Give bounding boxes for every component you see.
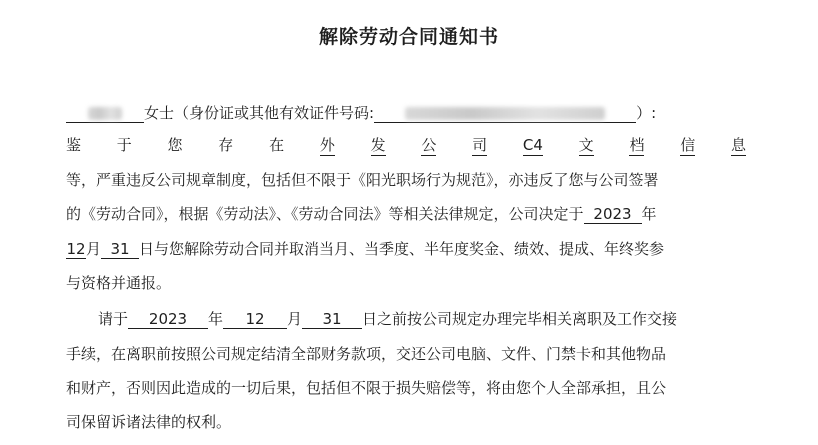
- p1-line4-text: 日与您解除劳动合同并取消当月、当季度、半年度奖金、绩效、提成、年终奖参: [139, 240, 665, 258]
- redacted-name: [88, 107, 122, 120]
- honorific-text: 女士（身份证或其他有效证件号码:: [144, 104, 375, 122]
- p1-line1-char: 您: [167, 136, 183, 154]
- p1-line1-char: 公: [421, 136, 437, 154]
- month-label: 月: [86, 240, 102, 258]
- termination-year: 2023: [584, 205, 642, 224]
- document-title: 解除劳动合同通知书: [318, 26, 499, 48]
- p1-line1-char: C4: [522, 136, 543, 154]
- p2-year-label: 年: [208, 310, 224, 328]
- p2-line2: 手续，在离职前按照公司规定结清全部财务款项，交还公司电脑、文件、门禁卡和其他物品: [66, 345, 667, 363]
- p1-line2: 等，严重违反公司规章制度，包括但不限于《阳光职场行为规范》，亦违反了您与公司签署: [66, 171, 659, 189]
- p1-line1-char: 鉴: [66, 136, 82, 154]
- p1-line1-char: 存: [218, 136, 234, 154]
- handover-day: 31: [302, 310, 362, 329]
- p1-line1-chars: [66, 135, 746, 156]
- handover-month: 12: [223, 310, 287, 329]
- p1-line1-char: 息: [730, 136, 746, 154]
- p1-line4: [66, 239, 664, 259]
- p2-lead: 请于: [98, 310, 129, 328]
- salutation-line: [66, 103, 656, 123]
- p2-month-label: 月: [287, 310, 303, 328]
- handover-year: 2023: [128, 310, 208, 329]
- p2-line4: 司保留诉诸法律的权利。: [66, 413, 232, 431]
- p1-line3: [66, 204, 657, 224]
- redacted-id-number: [405, 107, 605, 120]
- p2-line1: [98, 309, 677, 329]
- p1-line1-char: 档: [629, 136, 645, 154]
- p1-line1-char: 文: [578, 136, 594, 154]
- name-field: [66, 104, 144, 123]
- p2-tail: 日之前按公司规定办理完毕相关离职及工作交接: [362, 310, 678, 328]
- p1-line1: [66, 135, 746, 156]
- p1-line1-char: 信: [680, 136, 696, 154]
- p1-line1-char: 于: [116, 136, 132, 154]
- p1-line1-char: 外: [319, 136, 335, 154]
- p1-line1-char: 发: [370, 136, 386, 154]
- id-number-field: [374, 104, 636, 123]
- p1-line5: 与资格并通报。: [66, 274, 172, 292]
- year-label: 年: [641, 205, 657, 223]
- termination-month: 12: [66, 240, 86, 258]
- p1-line1-char: 在: [269, 136, 285, 154]
- p2-line3: 和财产，否则因此造成的一切后果，包括但不限于损失赔偿等，将由您个人全部承担，且公: [66, 379, 667, 397]
- termination-day: 31: [101, 240, 139, 259]
- p1-line3-text: 的《劳动合同》，根据《劳动法》、《劳动合同法》等相关法律规定，公司决定于: [66, 205, 584, 223]
- p1-line1-char: 司: [472, 136, 488, 154]
- salutation-close: ）:: [636, 104, 657, 122]
